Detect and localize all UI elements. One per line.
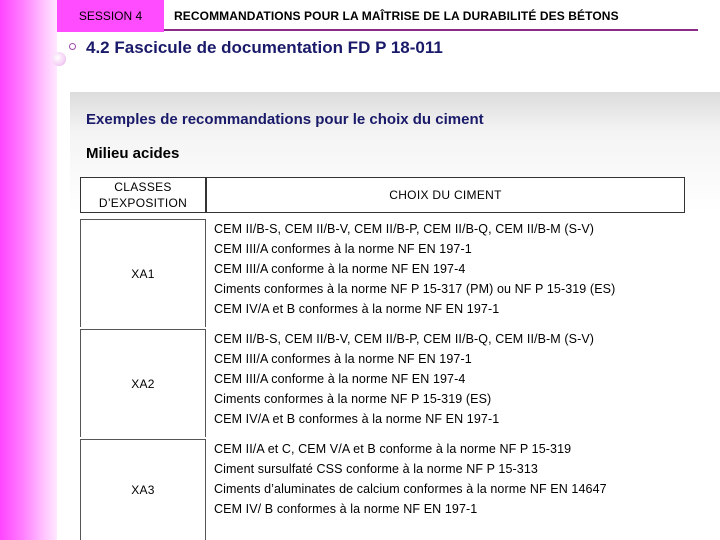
row-classe: XA1 bbox=[80, 219, 206, 327]
row-line: Ciment sursulfaté CSS conforme à la norme NF P 15-313 bbox=[214, 462, 538, 476]
session-badge: SESSION 4 bbox=[57, 0, 164, 32]
table-row bbox=[80, 219, 685, 327]
header-divider bbox=[164, 29, 698, 31]
header-classes bbox=[80, 177, 206, 213]
row-line: Ciments conformes à la norme NF P 15-319 (ES) bbox=[214, 392, 492, 406]
table-header bbox=[80, 177, 685, 217]
decorative-circle-icon bbox=[52, 52, 66, 66]
row-line: CEM III/A conformes à la norme NF EN 197-1 bbox=[214, 352, 472, 366]
table-row bbox=[80, 439, 685, 540]
milieu-heading: Milieu acides bbox=[86, 145, 180, 162]
row-line: CEM II/B-S, CEM II/B-V, CEM II/B-P, CEM II/B-Q, CEM II/B-M (S-V) bbox=[214, 332, 595, 346]
left-decorative-bar bbox=[0, 0, 57, 540]
row-lines bbox=[214, 439, 607, 519]
table-row bbox=[80, 329, 685, 437]
row-classe: XA2 bbox=[80, 329, 206, 437]
row-line: Ciments conformes à la norme NF P 15-317 (PM) ou NF P 15-319 (ES) bbox=[214, 282, 616, 296]
subtitle: Exemples de recommandations pour le choix du ciment bbox=[86, 111, 484, 128]
header bbox=[0, 0, 720, 32]
section-title: 4.2 Fascicule de documentation FD P 18-011 bbox=[86, 38, 443, 57]
row-line: CEM II/B-S, CEM II/B-V, CEM II/B-P, CEM II/B-Q, CEM II/B-M (S-V) bbox=[214, 222, 595, 236]
header-classes-line-2: D’EXPOSITION bbox=[98, 196, 188, 210]
row-line: CEM IV/A et B conformes à la norme NF EN 197-1 bbox=[214, 302, 500, 316]
row-line: CEM II/A et C, CEM V/A et B conforme à la norme NF P 15-319 bbox=[214, 442, 572, 456]
row-line: Ciments d’aluminates de calcium conformes à la norme NF EN 14647 bbox=[214, 482, 607, 496]
row-line: CEM IV/A et B conformes à la norme NF EN 197-1 bbox=[214, 412, 500, 426]
row-classe: XA3 bbox=[80, 439, 206, 540]
row-lines bbox=[214, 329, 594, 429]
row-line: CEM III/A conformes à la norme NF EN 197-1 bbox=[214, 242, 472, 256]
row-line: CEM III/A conforme à la norme NF EN 197-4 bbox=[214, 262, 466, 276]
header-title: RECOMMANDATIONS POUR LA MAÎTRISE DE LA DURABILITÉ DES BÉTONS bbox=[174, 9, 619, 23]
bullet-ring-icon bbox=[69, 43, 76, 50]
header-classes-line-1: CLASSES bbox=[114, 180, 172, 194]
row-lines bbox=[214, 219, 615, 319]
row-line: CEM IV/ B conformes à la norme NF EN 197-1 bbox=[214, 502, 478, 516]
row-line: CEM III/A conforme à la norme NF EN 197-4 bbox=[214, 372, 466, 386]
header-choix: CHOIX DU CIMENT bbox=[206, 177, 685, 213]
